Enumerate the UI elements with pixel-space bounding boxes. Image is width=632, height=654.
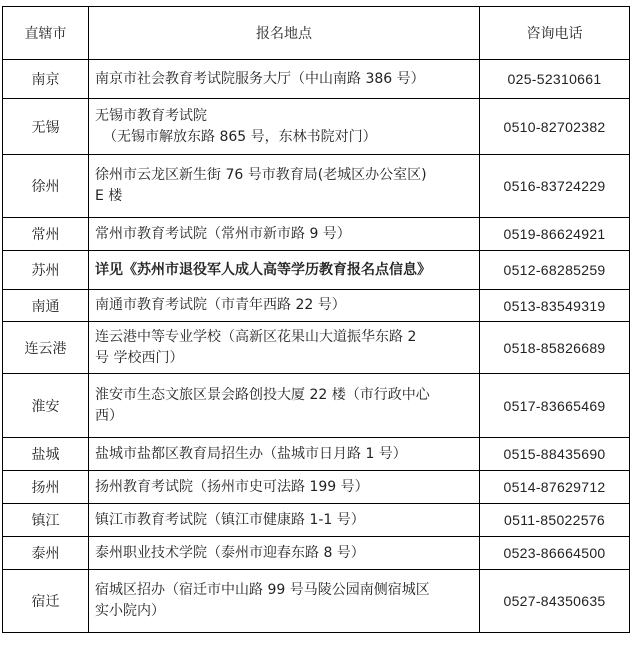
phone-cell: 0523-86664500 [480,537,630,570]
city-cell: 淮安 [3,374,89,438]
table-row [3,99,630,155]
table-row [3,251,630,290]
phone-cell: 0513-83549319 [480,290,630,322]
table-row [3,504,630,537]
header-address: 报名地点 [89,7,480,60]
address-line: 常州市教育考试院（常州市新市路 9 号） [95,225,351,242]
table-row [3,218,630,251]
address-cell [89,504,480,537]
phone-cell: 0511-85022576 [480,504,630,537]
address-line: 南京市社会教育考试院服务大厅（中山南路 386 号） [95,70,425,87]
address-line: 泰州职业技术学院（泰州市迎春东路 8 号） [95,544,365,561]
address-line-2: （无锡市解放东路 865 号，东林书院对门） [103,128,377,145]
address-cell [89,438,480,471]
table-row [3,570,630,633]
city-cell: 徐州 [3,155,89,218]
phone-cell: 025-52310661 [480,60,630,99]
city-cell: 南京 [3,60,89,99]
table-row [3,60,630,99]
phone-cell: 0517-83665469 [480,374,630,438]
address-cell [89,374,480,438]
address-cell [89,60,480,99]
phone-cell: 0512-68285259 [480,251,630,290]
address-cell [89,471,480,504]
address-cell [89,537,480,570]
address-line: 南通市教育考试院（市青年西路 22 号） [95,297,346,313]
city-cell: 连云港 [3,322,89,374]
table-row [3,374,630,438]
address-line: 连云港中等专业学校（高新区花果山大道振华东路 2 [95,328,417,345]
address-cell [89,322,480,374]
table-row [3,155,630,218]
address-cell [89,155,480,218]
header-city: 直辖市 [3,7,89,60]
address-cell [89,570,480,633]
city-cell: 无锡 [3,99,89,155]
table-header-row [3,7,630,60]
table-row [3,322,630,374]
address-cell [89,99,480,155]
phone-cell: 0516-83724229 [480,155,630,218]
phone-cell: 0519-86624921 [480,218,630,251]
address-cell [89,218,480,251]
phone-cell: 0510-82702382 [480,99,630,155]
header-phone: 咨询电话 [480,7,630,60]
city-cell: 南通 [3,290,89,322]
city-cell: 扬州 [3,471,89,504]
table-row [3,537,630,570]
registration-sites-table [2,6,630,633]
table-row [3,438,630,471]
address-line: 盐城市盐都区教育局招生办（盐城市日月路 1 号） [95,445,407,462]
address-line: 宿城区招办（宿迁市中山路 99 号马陵公园南侧宿城区 [95,582,430,598]
city-cell: 常州 [3,218,89,251]
phone-cell: 0515-88435690 [480,438,630,471]
address-line: 徐州市云龙区新生街 76 号市教育局(老城区办公室区) [95,167,427,183]
city-cell: 宿迁 [3,570,89,633]
address-line-2: E 楼 [95,188,123,204]
city-cell: 镇江 [3,504,89,537]
address-cell [89,290,480,322]
address-cell [89,251,480,290]
address-line: 镇江市教育考试院（镇江市健康路 1-1 号） [95,511,365,528]
address-link[interactable]: 详见《苏州市退役军人成人高等学历教育报名点信息》 [95,261,431,278]
city-cell: 苏州 [3,251,89,290]
address-line-2: 号 学校西门） [95,349,184,366]
table-row [3,290,630,322]
address-line: 淮安市生态文旅区景会路创投大厦 22 楼（市行政中心 [95,386,430,403]
city-cell: 泰州 [3,537,89,570]
address-line: 扬州教育考试院（扬州市史可法路 199 号） [95,478,369,495]
phone-cell: 0527-84350635 [480,570,630,633]
phone-cell: 0518-85826689 [480,322,630,374]
city-cell: 盐城 [3,438,89,471]
address-line-2: 西） [95,407,123,424]
phone-cell: 0514-87629712 [480,471,630,504]
address-line: 无锡市教育考试院 [95,107,207,124]
table-row [3,471,630,504]
address-line-2: 实小院内） [95,603,165,619]
